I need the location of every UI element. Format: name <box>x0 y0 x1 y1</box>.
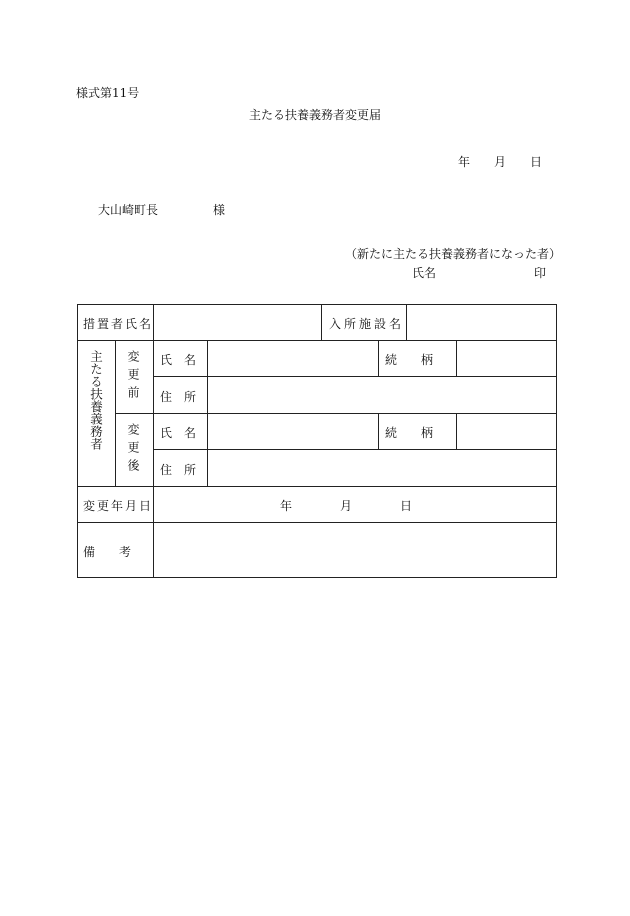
change-date-year: 年 <box>280 499 293 513</box>
date-month: 月 <box>493 155 506 169</box>
person-name-label: 措置者氏名 <box>83 317 154 331</box>
facility-label: 入所施設名 <box>329 317 405 331</box>
change-date-label: 変更年月日 <box>83 499 154 513</box>
after-name-label: 氏 名 <box>160 426 197 440</box>
remarks-label: 備 考 <box>83 545 132 559</box>
notifier-caption: （新たに主たる扶養義務者になった者） <box>345 247 562 261</box>
before-relation-label: 続 柄 <box>385 353 434 367</box>
form-title: 主たる扶養義務者変更届 <box>248 108 381 122</box>
form-number: 様式第11号 <box>76 86 140 100</box>
notifier-name-label: 氏名 <box>412 266 437 280</box>
date-year: 年 <box>457 155 470 169</box>
change-date-day: 日 <box>400 499 413 513</box>
before-label: 変更前 <box>126 350 140 404</box>
honorific: 様 <box>213 203 226 217</box>
seal-mark: 印 <box>534 266 547 280</box>
before-address-label: 住 所 <box>160 390 197 404</box>
change-date-month: 月 <box>340 499 353 513</box>
before-name-label: 氏 名 <box>160 353 197 367</box>
after-relation-label: 続 柄 <box>385 426 434 440</box>
primary-supporter-label: 主たる扶養義務者 <box>88 350 104 450</box>
addressee: 大山崎町長 <box>98 203 159 217</box>
table-border <box>78 305 557 578</box>
after-address-label: 住 所 <box>160 463 197 477</box>
date-day: 日 <box>529 155 542 169</box>
after-label: 変更後 <box>126 423 140 477</box>
